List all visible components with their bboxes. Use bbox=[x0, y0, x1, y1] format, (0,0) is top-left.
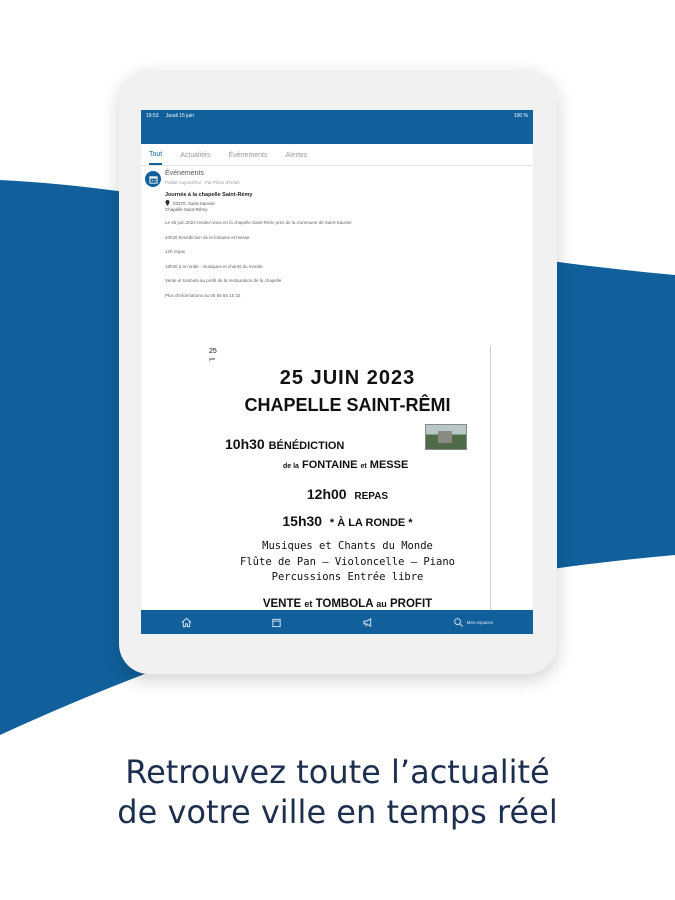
post-meta: Publié Aujourd'hui · Par Place d'Hôtel bbox=[165, 180, 240, 185]
status-battery: 100 % bbox=[513, 113, 528, 119]
post-body bbox=[165, 220, 525, 298]
post-location-text: 03370, Saint-Sauvier bbox=[173, 200, 216, 206]
flyer-benediction-label: BÉNÉDICTION bbox=[268, 440, 345, 452]
post-paragraph: 15h30 à la ronde : musiques et chants du monde bbox=[165, 263, 263, 269]
chapel-photo bbox=[425, 424, 467, 450]
post-paragraph: Le 25 juin 2023 rendez-vous en la chapelle Saint-Rémi près de la Commune de Saint-Sauvier bbox=[165, 220, 352, 225]
flyer-date-line: 25 JUIN 2023 bbox=[279, 367, 416, 389]
tagline-line-1: Retrouvez toute l’actualité bbox=[125, 753, 550, 791]
flyer-fontaine bbox=[283, 459, 408, 471]
event-flyer-image bbox=[205, 345, 491, 634]
calendar-icon bbox=[271, 617, 282, 628]
flyer-et: et bbox=[360, 463, 367, 470]
event-post[interactable] bbox=[141, 166, 533, 298]
flyer-benediction-time: 10h30 bbox=[225, 436, 265, 452]
home-icon bbox=[181, 617, 192, 628]
nav-home[interactable] bbox=[181, 617, 192, 628]
flyer-place-line: CHAPELLE SAINT-RÊMI bbox=[244, 395, 451, 415]
flyer-au: au bbox=[376, 599, 387, 609]
post-paragraph: Plus d'informations au 05 55 65 15 32 bbox=[165, 292, 241, 298]
flyer-benediction bbox=[225, 436, 344, 452]
flyer-vente-word: VENTE bbox=[262, 598, 302, 610]
flyer-fontaine-word: FONTAINE bbox=[302, 459, 358, 471]
flyer-fontaine-de: de la bbox=[283, 463, 299, 470]
post-category: Événements bbox=[165, 170, 204, 177]
nav-alerts[interactable] bbox=[362, 617, 373, 628]
post-place: Chapelle Saint-Rémy bbox=[165, 207, 208, 212]
post-location bbox=[165, 200, 525, 206]
tab-alerts[interactable]: Alertes bbox=[285, 151, 308, 159]
flyer-repas-label: REPAS bbox=[354, 491, 389, 502]
tab-news[interactable]: Actualités bbox=[180, 151, 211, 159]
flyer-repas-time: 12h00 bbox=[306, 486, 347, 502]
post-paragraph: 12h repas bbox=[165, 249, 186, 254]
post-paragraph: Vente et tombola au profit de la restauration de la chapelle bbox=[165, 278, 282, 283]
flyer-ronde bbox=[205, 513, 490, 529]
flyer-music-1: Musiques et Chants du Monde bbox=[262, 540, 433, 552]
status-bar bbox=[141, 110, 533, 144]
tab-all[interactable]: Tout bbox=[149, 145, 162, 165]
status-time: 19:53 bbox=[146, 113, 159, 119]
flyer-tombola: TOMBOLA bbox=[315, 598, 374, 610]
flyer-messe: MESSE bbox=[369, 459, 409, 471]
flyer-month: juin bbox=[209, 356, 216, 362]
location-pin-icon bbox=[165, 200, 170, 206]
flyer-ronde-time: 15h30 bbox=[282, 513, 323, 529]
tab-bar bbox=[141, 144, 533, 166]
nav-my-spaces-label: Mes espaces bbox=[466, 619, 494, 625]
tab-events[interactable]: Événements bbox=[228, 151, 268, 159]
flyer-ronde-label: * À LA RONDE * bbox=[329, 517, 413, 529]
app-screen bbox=[141, 110, 533, 634]
nav-events[interactable] bbox=[271, 617, 282, 628]
nav-my-spaces[interactable] bbox=[453, 617, 494, 628]
promo-tagline bbox=[0, 752, 675, 832]
flyer-date-badge bbox=[209, 347, 217, 361]
status-date: Jeudi 15 juin bbox=[165, 113, 194, 119]
search-icon bbox=[453, 617, 464, 628]
flyer-vente bbox=[205, 598, 490, 610]
flyer-repas bbox=[205, 486, 490, 502]
post-paragraph: 10h30 bénédiction de la fontaine et messe bbox=[165, 234, 250, 240]
flyer-day: 25 bbox=[209, 348, 217, 355]
post-title: Journée à la chapelle Saint-Rémy bbox=[165, 192, 253, 198]
calendar-icon bbox=[145, 171, 161, 187]
flyer-music-3: Percussions Entrée libre bbox=[271, 571, 424, 583]
megaphone-icon bbox=[362, 617, 373, 628]
tagline-line-2: de votre ville en temps réel bbox=[117, 793, 558, 831]
flyer-vente-et: et bbox=[304, 599, 313, 609]
flyer-profit: PROFIT bbox=[390, 598, 433, 610]
flyer-music-2: Flûte de Pan – Violoncelle – Piano bbox=[240, 556, 455, 568]
bottom-navigation bbox=[141, 610, 533, 634]
